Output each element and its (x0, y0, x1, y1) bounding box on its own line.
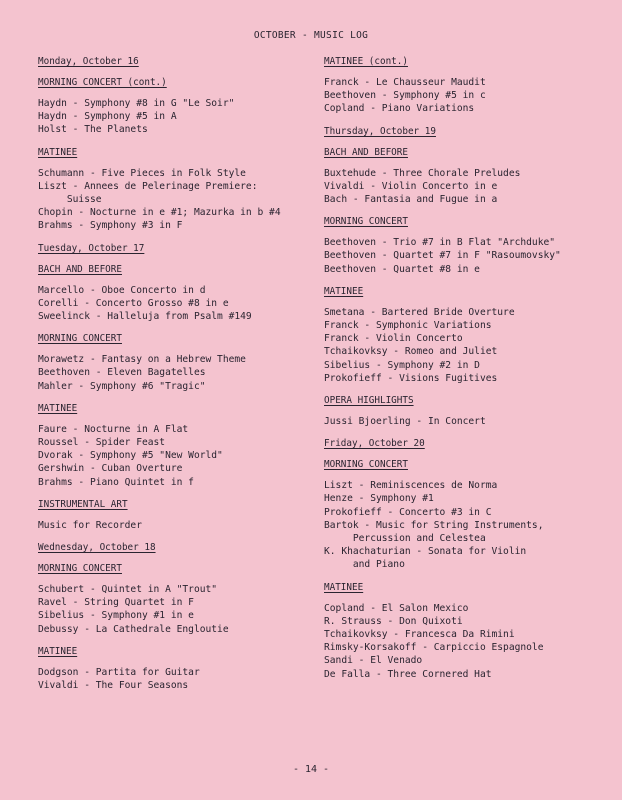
section-heading: MORNING CONCERT (38, 563, 122, 575)
program-entry: Debussy - La Cathedrale Engloutie (38, 623, 229, 635)
program-entry: Brahms - Symphony #3 in F (38, 220, 183, 232)
program-entry: Sweelinck - Halleluja from Psalm #149 (38, 311, 252, 323)
program-entry: Copland - Piano Variations (324, 103, 475, 115)
section-heading: MATINEE (38, 402, 78, 414)
log-section (324, 56, 604, 116)
log-section (38, 542, 308, 553)
log-section (324, 582, 604, 681)
log-section (38, 403, 308, 489)
section-heading: MATINEE (38, 146, 78, 158)
page-title: OCTOBER - MUSIC LOG (253, 30, 369, 41)
program-entry: Brahms - Piano Quintet in f (38, 476, 194, 488)
program-entry: Marcello - Oboe Concerto in d (38, 284, 206, 296)
section-heading: Monday, October 16 (38, 56, 139, 67)
program-entry: Liszt - Annees de Pelerinage Premiere: (38, 180, 258, 192)
program-entry: Beethoven - Quartet #7 in F "Rasoumovsky" (324, 250, 561, 262)
section-heading: MATINEE (324, 581, 364, 593)
program-entry: Franck - Violin Concerto (324, 333, 463, 345)
section-heading: OPERA HIGHLIGHTS (324, 395, 414, 407)
section-heading: MATINEE (324, 285, 364, 297)
program-entry: Franck - Symphonic Variations (324, 320, 492, 332)
section-heading: MORNING CONCERT (324, 216, 408, 228)
program-entry: R. Strauss - Don Quixoti (324, 615, 463, 627)
log-section (38, 646, 308, 692)
program-entry: Sandi - El Venado (324, 655, 423, 667)
right-column (324, 56, 604, 691)
section-heading: MORNING CONCERT (324, 459, 408, 471)
program-entry: Percussion and Celestea (324, 533, 486, 545)
program-entry: Bach - Fantasia and Fugue in a (324, 194, 498, 206)
section-heading: MATINEE (38, 645, 78, 657)
program-entry: Schumann - Five Pieces in Folk Style (38, 167, 246, 179)
section-heading: MORNING CONCERT (cont.) (38, 77, 167, 88)
program-entry: Schubert - Quintet in A "Trout" (38, 584, 218, 596)
program-entry: Gershwin - Cuban Overture (38, 463, 183, 475)
program-entry: Holst - The Planets (38, 124, 148, 136)
program-entry: Ravel - String Quartet in F (38, 597, 194, 609)
section-heading: Wednesday, October 18 (38, 542, 156, 554)
program-entry: Dodgson - Partita for Guitar (38, 666, 200, 678)
program-entry: Tchaikovksy - Francesca Da Rimini (324, 629, 515, 641)
program-entry: Beethoven - Quartet #8 in e (324, 263, 480, 275)
program-entry: Prokofieff - Concerto #3 in C (324, 506, 492, 518)
program-entry: Vivaldi - Violin Concerto in e (324, 180, 498, 192)
log-section (38, 563, 308, 636)
section-heading: BACH AND BEFORE (38, 263, 122, 275)
section-heading: MATINEE (cont.) (324, 56, 408, 67)
log-section (324, 438, 604, 449)
left-column (38, 56, 308, 702)
section-heading: INSTRUMENTAL ART (38, 498, 128, 510)
log-section (324, 459, 604, 571)
log-section (38, 499, 308, 532)
program-entry: Buxtehude - Three Chorale Preludes (324, 167, 521, 179)
section-heading: MORNING CONCERT (38, 333, 122, 345)
program-entry: Copland - El Salon Mexico (324, 602, 469, 614)
section-heading: BACH AND BEFORE (324, 146, 408, 158)
log-section (324, 286, 604, 385)
program-entry: Liszt - Reminiscences de Norma (324, 480, 498, 492)
program-entry: and Piano (324, 559, 405, 571)
log-section (38, 77, 308, 137)
program-entry: Haydn - Symphony #8 in G "Le Soir" (38, 98, 235, 109)
program-entry: Beethoven - Trio #7 in B Flat "Archduke" (324, 237, 556, 249)
program-entry: Music for Recorder (38, 519, 142, 531)
program-entry: Smetana - Bartered Bride Overture (324, 306, 515, 318)
program-entry: Sibelius - Symphony #2 in D (324, 359, 480, 371)
program-entry: Morawetz - Fantasy on a Hebrew Theme (38, 354, 246, 366)
program-entry: Rimsky-Korsakoff - Carpiccio Espagnole (324, 642, 544, 654)
program-entry: Sibelius - Symphony #1 in e (38, 610, 194, 622)
page-number: - 14 - (292, 764, 330, 775)
section-heading: Tuesday, October 17 (38, 242, 145, 254)
program-entry: Tchaikovksy - Romeo and Juliet (324, 346, 498, 358)
program-entry: Henze - Symphony #1 (324, 493, 434, 505)
log-section (324, 126, 604, 137)
program-entry: Beethoven - Eleven Bagatelles (38, 367, 206, 379)
log-section (324, 216, 604, 276)
log-section (324, 147, 604, 207)
section-heading: Thursday, October 19 (324, 125, 436, 137)
program-entry: Prokofieff - Visions Fugitives (324, 372, 498, 384)
log-section (324, 395, 604, 428)
program-entry: Mahler - Symphony #6 "Tragic" (38, 380, 206, 392)
program-entry: K. Khachaturian - Sonata for Violin (324, 546, 527, 558)
log-section (38, 147, 308, 233)
program-entry: Roussel - Spider Feast (38, 437, 166, 449)
program-entry: Haydn - Symphony #5 in A (38, 111, 177, 123)
program-entry: Beethoven - Symphony #5 in c (324, 90, 486, 102)
program-entry: Vivaldi - The Four Seasons (38, 680, 189, 692)
log-section (38, 56, 308, 67)
section-heading: Friday, October 20 (324, 438, 425, 450)
program-entry: Dvorak - Symphony #5 "New World" (38, 450, 223, 462)
program-entry: Corelli - Concerto Grosso #8 in e (38, 297, 229, 309)
program-entry: Franck - Le Chausseur Maudit (324, 77, 486, 88)
log-section (38, 243, 308, 254)
program-entry: Faure - Nocturne in A Flat (38, 423, 189, 435)
log-section (38, 333, 308, 393)
program-entry: Jussi Bjoerling - In Concert (324, 416, 486, 428)
program-entry: Chopin - Nocturne in e #1; Mazurka in b #4 (38, 207, 281, 219)
log-section (38, 264, 308, 324)
program-entry: De Falla - Three Cornered Hat (324, 668, 492, 680)
program-entry: Suisse (38, 194, 102, 206)
program-entry: Bartok - Music for String Instruments, (324, 519, 544, 531)
